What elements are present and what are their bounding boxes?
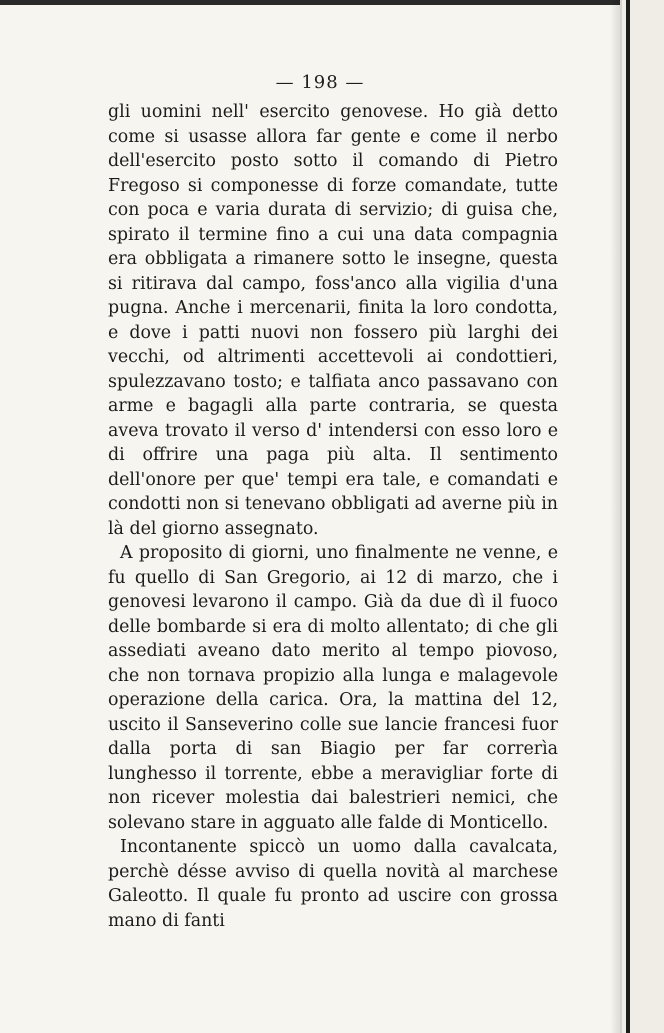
paragraph-3: Incontanente spiccò un uomo dalla cavalcata, perchè désse avviso di quella novità al marchese Galeotto. Il quale fu pronto ad uscire con grossa mano di fanti [108, 837, 558, 931]
paragraph-1: gli uomini nell' esercito genovese. Ho già detto come si usasse allora far gente e come il nerbo dell'esercito posto sotto il comando di Pietro Fregoso si componesse di forze comandate, tutte con poca e varia durata di servizio; di guisa che, spirato il termine fino a cui una data compagnia era obbligata a rimanere sotto le insegne, questa si ritirava dal campo, foss'anco alla vigilia d'una pugna. Anche i mercenarii, finita la loro condotta, e dove i patti nuovi non fossero più larghi dei vecchi, od altrimenti accettevoli ai condottieri, spulezzavano tosto; e talfiata anco passavano con arme e bagagli alla parte contraria, se questa aveva trovato il verso d' intendersi con esso loro e di offrire una paga più alta. Il sentimento dell'onore per que' tempi era tale, e comandati e condotti non si tenevano obbligati ad averne più in là del giorno assegnato. [108, 102, 558, 539]
page-top-edge [0, 0, 620, 5]
gutter-shadow [610, 0, 622, 1033]
paragraph-2: A proposito di giorni, uno finalmente ne venne, e fu quello di San Gregorio, ai 12 di marzo, che i genovesi levarono il campo. Già da due dì il fuoco delle bombarde si era di molto allentato; di che gli assediati aveano dato merito al tempo piovoso, che non tornava propizio alla lunga e malagevole operazione della carica. Ora, la mattina del 12, uscito il Sanseverino colle sue lancie francesi fuor dalla porta di san Biagio per far correrìa lunghesso il torrente, ebbe a meravigliar forte di non ricever molestia dai balestrieri nemici, che solevano stare in agguato alle falde di Monticello. [108, 543, 558, 833]
body-text [108, 100, 558, 933]
page-number: — 198 — [275, 72, 365, 93]
binding-edge-line [626, 0, 630, 1033]
